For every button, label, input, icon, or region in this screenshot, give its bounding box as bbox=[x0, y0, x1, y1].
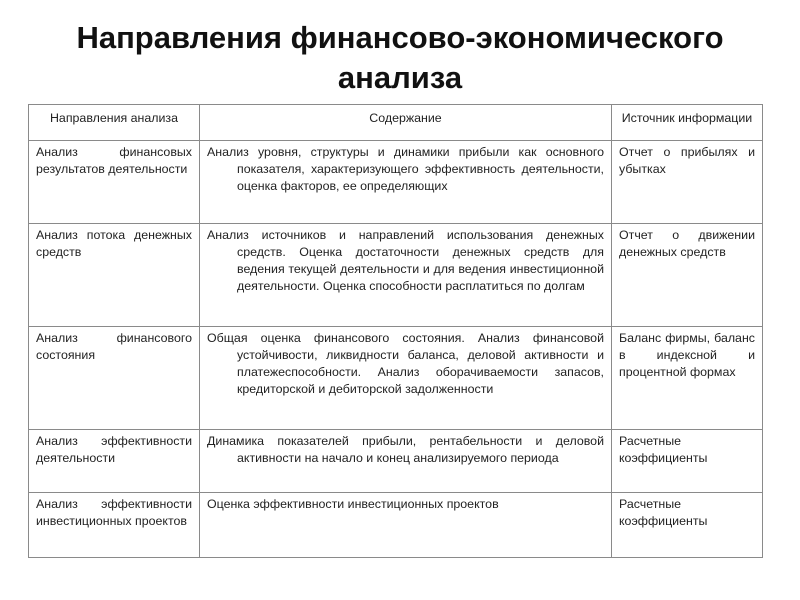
cell-direction bbox=[29, 141, 200, 224]
cell-content bbox=[200, 493, 612, 558]
content-text: Динамика показателей прибыли, рентабельности и деловой активности на начало и конец анализируемого периода bbox=[207, 434, 604, 465]
table-row bbox=[29, 430, 763, 493]
cell-content bbox=[200, 327, 612, 430]
header-directions-label: Направления анализа bbox=[49, 111, 178, 125]
direction-text: Анализ финансовых результатов деятельности bbox=[36, 145, 192, 176]
cell-source bbox=[612, 493, 763, 558]
header-source-label: Источник информации bbox=[621, 111, 753, 125]
direction-text: Анализ финансового состояния bbox=[36, 331, 192, 362]
content-text: Общая оценка финансового состояния. Анализ финансовой устойчивости, ликвидности баланса, деловой активности и платежеспособности. Анализ оборачиваемости запасов, кредиторской и дебиторской задолженности bbox=[207, 331, 604, 396]
cell-source bbox=[612, 327, 763, 430]
cell-content bbox=[200, 141, 612, 224]
cell-direction bbox=[29, 493, 200, 558]
source-text: Расчетные коэффициенты bbox=[619, 434, 708, 465]
header-content-label: Содержание bbox=[369, 111, 442, 125]
header-directions bbox=[29, 105, 200, 141]
source-text: Отчет о прибылях и убытках bbox=[619, 145, 755, 176]
cell-content bbox=[200, 430, 612, 493]
table-row bbox=[29, 224, 763, 327]
content-text: Анализ уровня, структуры и динамики прибыли как основного показателя, характеризующего эффективность деятельности, оценка факторов, ее определяющих bbox=[207, 145, 604, 193]
content-text: Оценка эффективности инвестиционных проектов bbox=[207, 497, 499, 511]
table-row bbox=[29, 327, 763, 430]
cell-content bbox=[200, 224, 612, 327]
cell-direction bbox=[29, 430, 200, 493]
table-row bbox=[29, 141, 763, 224]
table-row bbox=[29, 493, 763, 558]
page-title-line2: анализа bbox=[337, 60, 463, 95]
content-text: Анализ источников и направлений использования денежных средств. Оценка достаточности денежных средств для ведения текущей деятельности и для ведения инвестиционной деятельности. Оценка способности расплатиться по долгам bbox=[207, 228, 604, 293]
direction-text: Анализ потока денежных средств bbox=[36, 228, 192, 259]
direction-text: Анализ эффективности деятельности bbox=[36, 434, 192, 465]
cell-source bbox=[612, 224, 763, 327]
table-header-row bbox=[29, 105, 763, 141]
page-title bbox=[0, 18, 800, 98]
cell-direction bbox=[29, 327, 200, 430]
cell-source bbox=[612, 141, 763, 224]
source-text: Отчет о движении денежных средств bbox=[619, 228, 755, 259]
source-text: Баланс фирмы, баланс в индексной и процентной формах bbox=[619, 331, 755, 379]
direction-text: Анализ эффективности инвестиционных проектов bbox=[36, 497, 192, 528]
page-title-line1: Направления финансово-экономического bbox=[76, 20, 724, 55]
header-source bbox=[612, 105, 763, 141]
cell-source bbox=[612, 430, 763, 493]
analysis-directions-table bbox=[28, 104, 763, 558]
source-text: Расчетные коэффициенты bbox=[619, 497, 708, 528]
header-content bbox=[200, 105, 612, 141]
cell-direction bbox=[29, 224, 200, 327]
